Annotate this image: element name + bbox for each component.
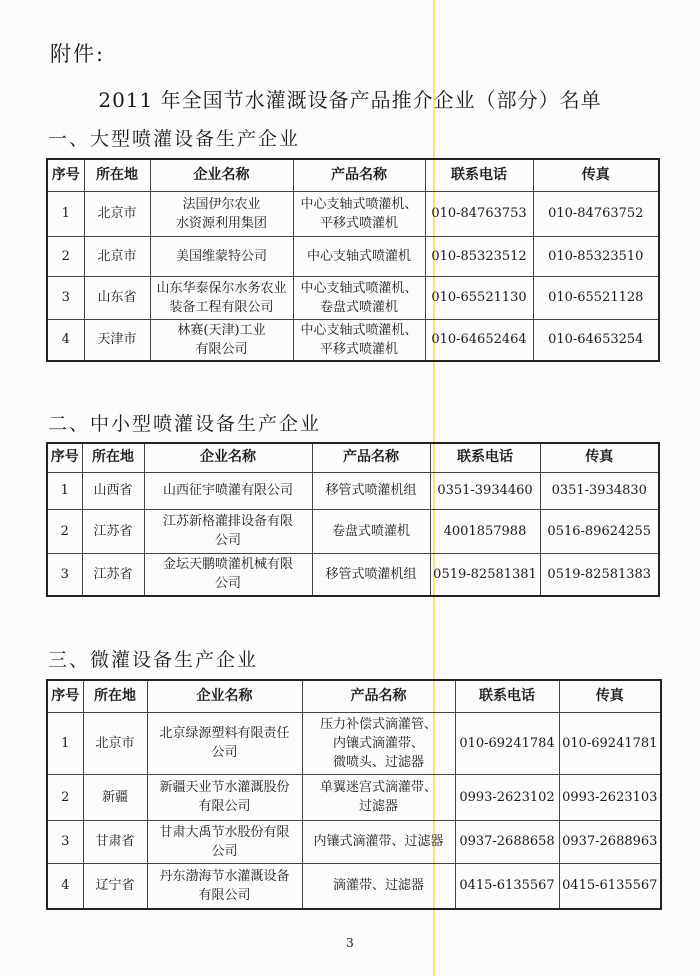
table-large-sprinkler (46, 158, 660, 362)
row-phone: 0993-2623102 (455, 774, 559, 820)
row-location: 北京市 (84, 191, 150, 236)
header-fax: 传真 (540, 443, 659, 472)
row-phone: 0415-6135567 (455, 863, 559, 909)
row-phone: 010-84763753 (425, 191, 533, 236)
row-company: 法国伊尔农业 水资源利用集团 (150, 191, 293, 236)
row-company: 甘肃大禹节水股份有限 公司 (147, 820, 302, 863)
row-no: 2 (47, 236, 84, 276)
row-product: 内镶式滴灌带、过滤器 (302, 820, 455, 863)
row-company: 新疆天业节水灌溉股份 有限公司 (147, 774, 302, 820)
header-company: 企业名称 (147, 680, 302, 712)
row-phone: 4001857988 (430, 509, 540, 553)
table-header-row (47, 680, 661, 712)
row-location: 天津市 (84, 319, 150, 361)
row-company: 江苏新格灌排设备有限 公司 (144, 509, 312, 553)
table-small-sprinkler (46, 442, 660, 597)
row-no: 2 (47, 509, 82, 553)
row-location: 山西省 (82, 472, 144, 509)
row-product: 移管式喷灌机组 (312, 472, 430, 509)
row-company: 丹东渤海节水灌溉设备 有限公司 (147, 863, 302, 909)
table-micro-irrigation (46, 679, 662, 910)
row-no: 1 (47, 712, 83, 774)
header-location: 所在地 (82, 443, 144, 472)
row-product: 中心支轴式喷灌机 (293, 236, 425, 276)
row-product: 滴灌带、过滤器 (302, 863, 455, 909)
row-phone: 010-85323512 (425, 236, 533, 276)
row-no: 4 (47, 863, 83, 909)
row-fax: 010-64653254 (533, 319, 659, 361)
table-row (47, 820, 661, 863)
row-company: 林赛(天津)工业 有限公司 (150, 319, 293, 361)
row-location: 北京市 (83, 712, 147, 774)
row-location: 新疆 (83, 774, 147, 820)
header-company: 企业名称 (150, 159, 293, 191)
section-heading-small-sprinkler: 二、中小型喷灌设备生产企业 (48, 413, 322, 435)
table-row (47, 472, 659, 509)
header-no: 序号 (47, 680, 83, 712)
row-company: 金坛天鹏喷灌机械有限 公司 (144, 553, 312, 596)
header-phone: 联系电话 (430, 443, 540, 472)
table-row (47, 774, 661, 820)
table-row (47, 509, 659, 553)
row-product: 压力补偿式滴灌管、 内镶式滴灌带、 微喷头、过滤器 (302, 712, 455, 774)
row-location: 甘肃省 (83, 820, 147, 863)
row-phone: 010-64652464 (425, 319, 533, 361)
table-row (47, 319, 659, 361)
header-fax: 传真 (559, 680, 661, 712)
row-no: 3 (47, 553, 82, 596)
row-no: 2 (47, 774, 83, 820)
section-heading-micro-irrigation: 三、微灌设备生产企业 (48, 649, 259, 671)
row-fax: 010-65521128 (533, 276, 659, 319)
table-row (47, 712, 661, 774)
header-product: 产品名称 (302, 680, 455, 712)
row-company: 北京绿源塑料有限责任 公司 (147, 712, 302, 774)
row-company: 美国维蒙特公司 (150, 236, 293, 276)
row-fax: 010-84763752 (533, 191, 659, 236)
row-phone: 0519-82581381 (430, 553, 540, 596)
table-row (47, 553, 659, 596)
row-product: 移管式喷灌机组 (312, 553, 430, 596)
row-product: 卷盘式喷灌机 (312, 509, 430, 553)
header-location: 所在地 (83, 680, 147, 712)
row-location: 山东省 (84, 276, 150, 319)
header-phone: 联系电话 (455, 680, 559, 712)
row-company: 山东华泰保尔水务农业 装备工程有限公司 (150, 276, 293, 319)
row-no: 4 (47, 319, 84, 361)
row-fax: 0415-6135567 (559, 863, 661, 909)
row-no: 1 (47, 472, 82, 509)
row-product: 中心支轴式喷灌机、 平移式喷灌机 (293, 191, 425, 236)
page-number: 3 (346, 936, 354, 950)
row-phone: 0937-2688658 (455, 820, 559, 863)
row-phone: 0351-3934460 (430, 472, 540, 509)
table-header-row (47, 159, 659, 191)
row-fax: 0937-2688963 (559, 820, 661, 863)
table-header-row (47, 443, 659, 472)
header-location: 所在地 (84, 159, 150, 191)
row-phone: 010-65521130 (425, 276, 533, 319)
row-fax: 0993-2623103 (559, 774, 661, 820)
row-no: 1 (47, 191, 84, 236)
row-fax: 0516-89624255 (540, 509, 659, 553)
attachment-label: 附件: (50, 42, 106, 66)
row-location: 江苏省 (82, 509, 144, 553)
row-fax: 0519-82581383 (540, 553, 659, 596)
table-row (47, 191, 659, 236)
row-no: 3 (47, 276, 84, 319)
row-location: 辽宁省 (83, 863, 147, 909)
row-fax: 0351-3934830 (540, 472, 659, 509)
header-company: 企业名称 (144, 443, 312, 472)
header-fax: 传真 (533, 159, 659, 191)
header-product: 产品名称 (312, 443, 430, 472)
table-row (47, 276, 659, 319)
table-row (47, 863, 661, 909)
row-company: 山西征宇喷灌有限公司 (144, 472, 312, 509)
header-no: 序号 (47, 159, 84, 191)
header-phone: 联系电话 (425, 159, 533, 191)
header-product: 产品名称 (293, 159, 425, 191)
row-no: 3 (47, 820, 83, 863)
row-phone: 010-69241784 (455, 712, 559, 774)
row-product: 中心支轴式喷灌机、 平移式喷灌机 (293, 319, 425, 361)
row-location: 北京市 (84, 236, 150, 276)
row-fax: 010-85323510 (533, 236, 659, 276)
table-row (47, 236, 659, 276)
row-product: 中心支轴式喷灌机、 卷盘式喷灌机 (293, 276, 425, 319)
row-fax: 010-69241781 (559, 712, 661, 774)
section-heading-large-sprinkler: 一、大型喷灌设备生产企业 (48, 128, 301, 150)
document-title: 2011 年全国节水灌溉设备产品推介企业（部分）名单 (98, 88, 602, 112)
row-product: 单翼迷宫式滴灌带、 过滤器 (302, 774, 455, 820)
row-location: 江苏省 (82, 553, 144, 596)
header-no: 序号 (47, 443, 82, 472)
